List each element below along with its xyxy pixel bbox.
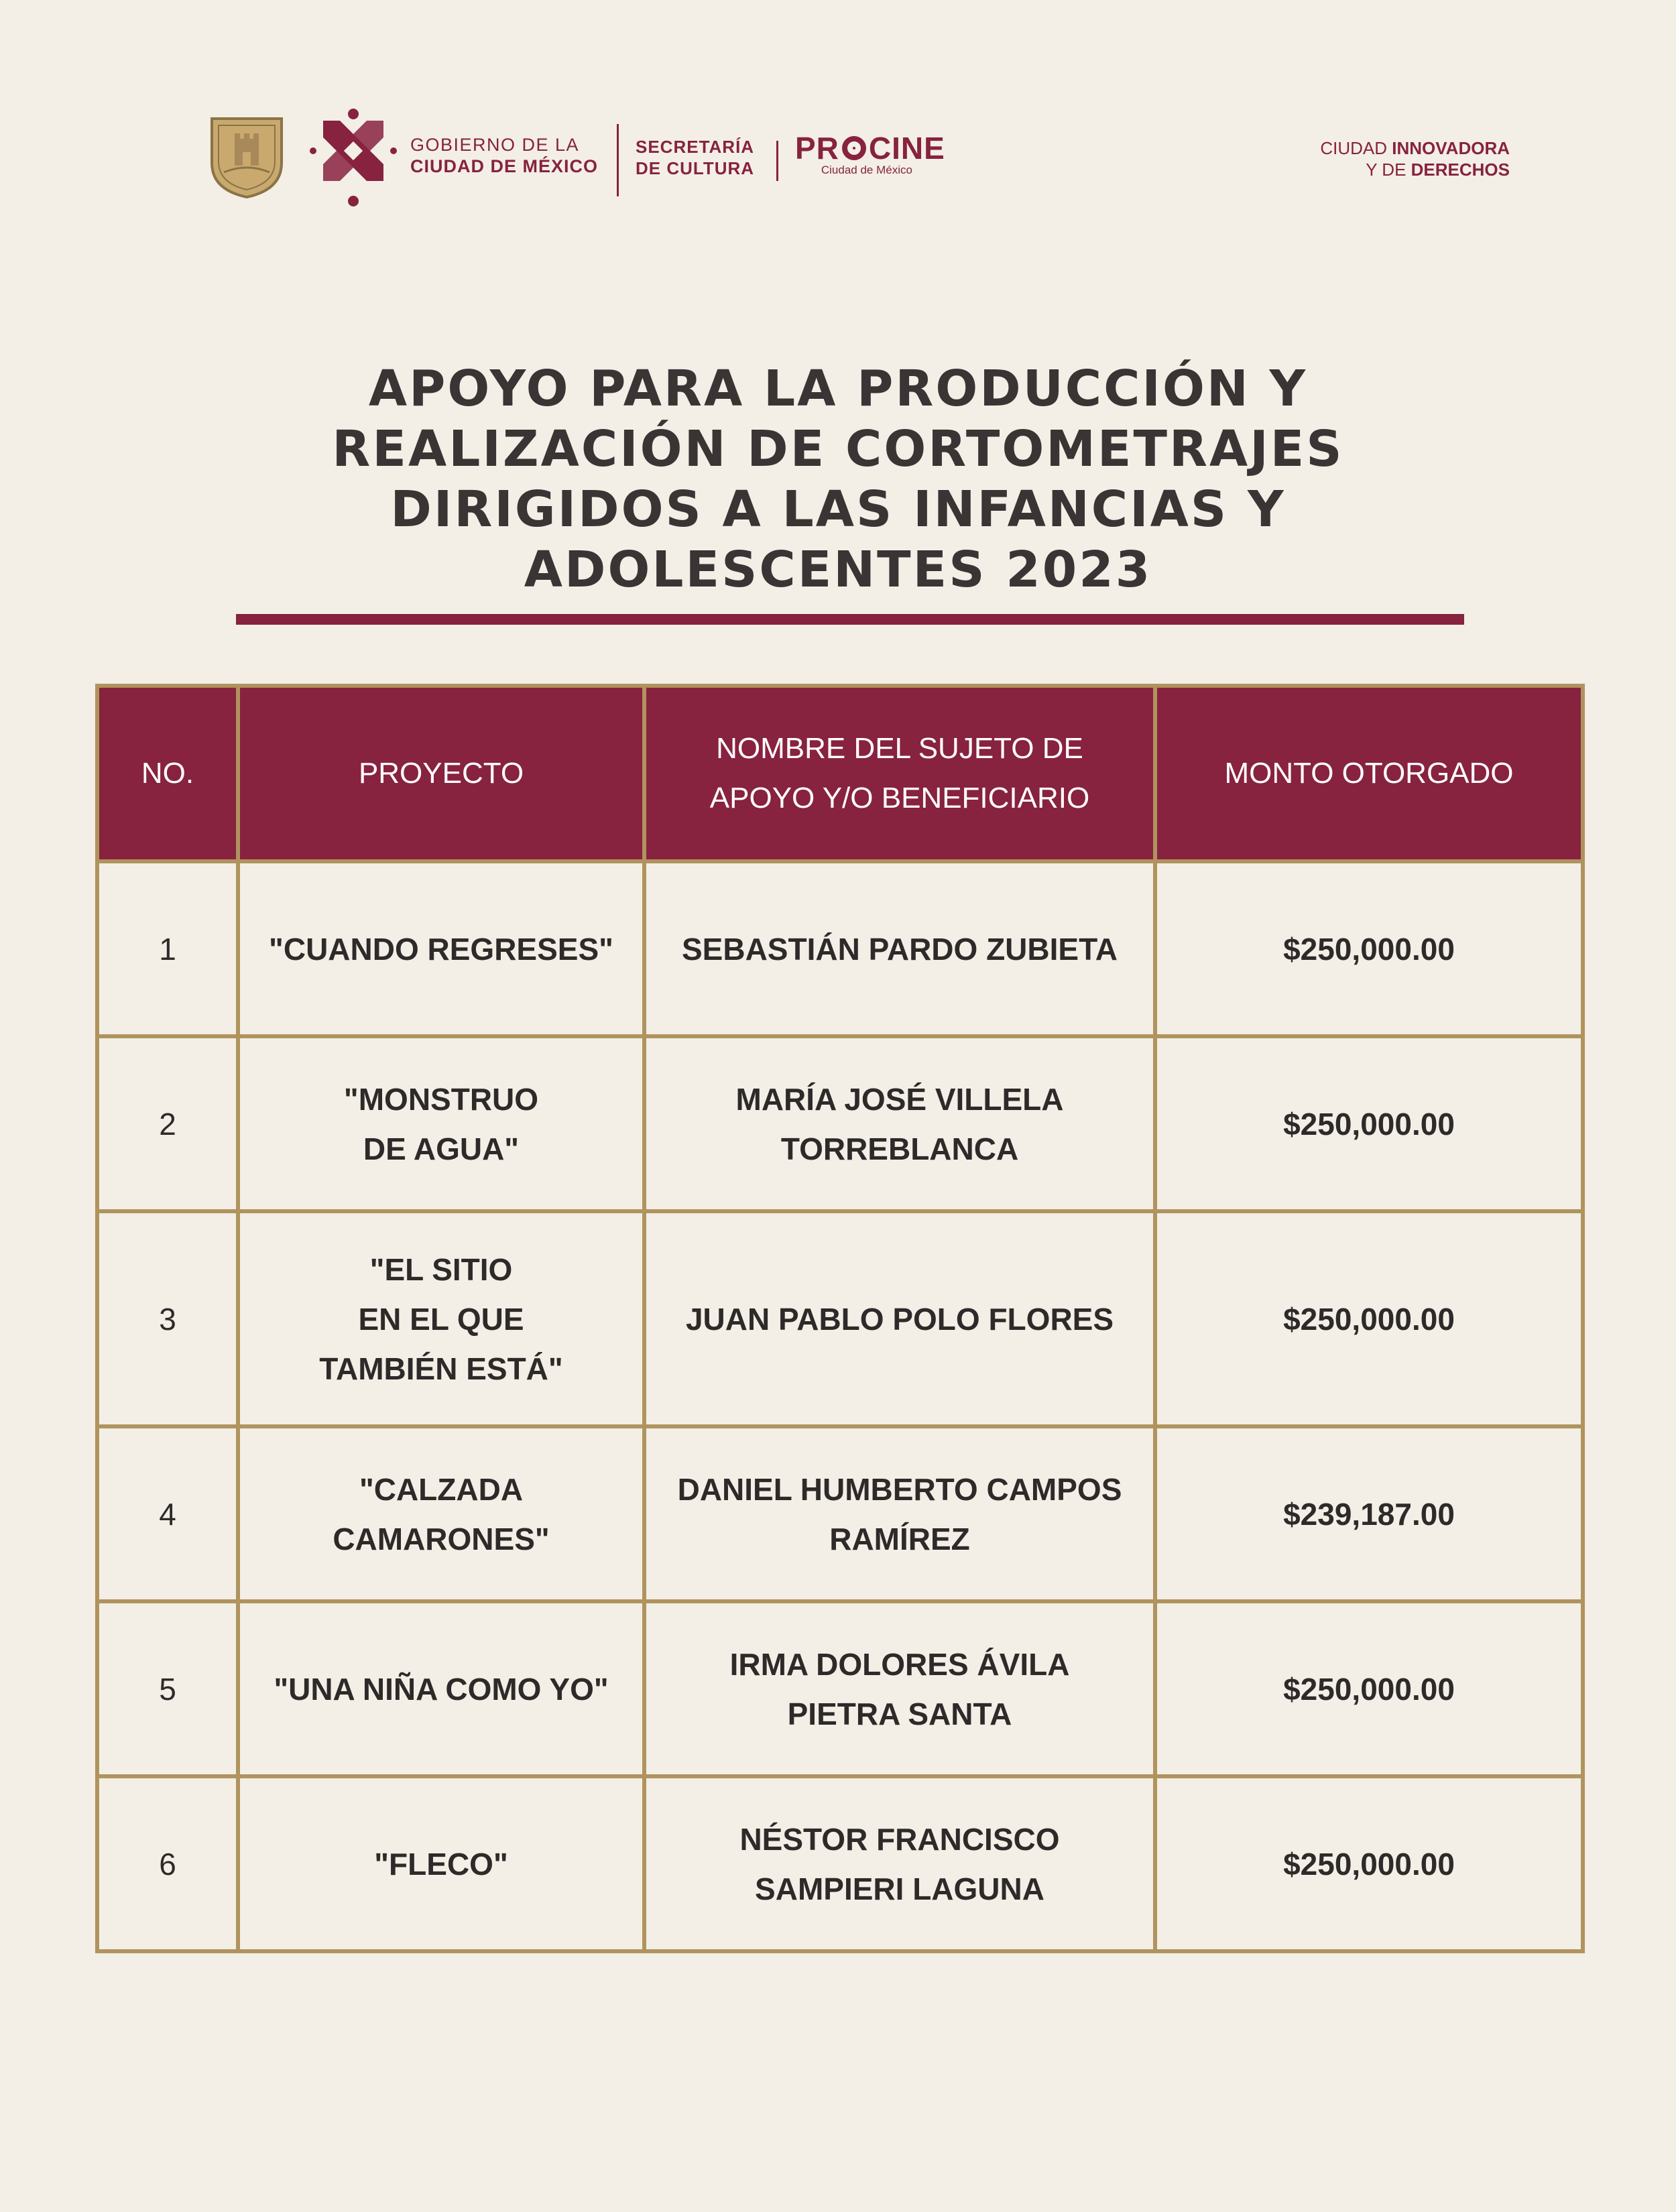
cdmx-logo-icon: [310, 107, 397, 208]
table-row: [97, 1036, 1583, 1211]
title-line-4: ADOLESCENTES 2023: [524, 541, 1152, 599]
cell-no: 2: [97, 1036, 238, 1211]
coat-of-arms-icon: [209, 116, 284, 200]
table-row: [97, 861, 1583, 1036]
ciudad-bold-1: INNOVADORA: [1392, 138, 1510, 158]
logo-divider: [776, 141, 778, 181]
gobierno-logo-text: [410, 134, 598, 177]
gobierno-line-2: CIUDAD DE MÉXICO: [410, 156, 599, 176]
cell-nombre: [644, 861, 1155, 1036]
header: [0, 0, 1676, 201]
table-row: [97, 1776, 1583, 1951]
cell-proyecto: [238, 1426, 644, 1601]
cell-monto: $250,000.00: [1155, 1601, 1583, 1776]
logo-divider: [617, 124, 619, 196]
cell-monto: $250,000.00: [1155, 1211, 1583, 1426]
ciudad-prefix-1: CIUDAD: [1320, 138, 1392, 158]
proyecto-line: "EL SITIO: [369, 1251, 513, 1287]
nombre-line: TORREBLANCA: [780, 1131, 1019, 1166]
gobierno-line-1: GOBIERNO DE LA: [410, 135, 580, 155]
procine-logo: [795, 133, 945, 177]
cell-monto: $250,000.00: [1155, 1036, 1583, 1211]
nombre-line: SEBASTIÁN PARDO ZUBIETA: [682, 931, 1118, 967]
cell-no: 5: [97, 1601, 238, 1776]
nombre-line: PIETRA SANTA: [787, 1696, 1012, 1731]
proyecto-line: "CALZADA: [359, 1471, 524, 1507]
proyecto-line: "UNA NIÑA COMO YO": [274, 1671, 609, 1707]
table-header-row: [97, 686, 1583, 861]
nombre-line: NÉSTOR FRANCISCO: [739, 1821, 1060, 1857]
nombre-line: IRMA DOLORES ÁVILA: [729, 1646, 1070, 1682]
cell-nombre: [644, 1601, 1155, 1776]
cell-proyecto: [238, 1601, 644, 1776]
table-row: [97, 1426, 1583, 1601]
cell-proyecto: [238, 1776, 644, 1951]
proyecto-line: EN EL QUE: [358, 1301, 524, 1337]
cell-no: 4: [97, 1426, 238, 1601]
table-row: [97, 1211, 1583, 1426]
cell-no: 3: [97, 1211, 238, 1426]
nombre-line: SAMPIERI LAGUNA: [755, 1871, 1044, 1906]
nombre-line: RAMÍREZ: [829, 1521, 970, 1556]
cell-proyecto: [238, 1036, 644, 1211]
header-no: NO.: [97, 686, 238, 861]
proyecto-line: TAMBIÉN ESTÁ": [319, 1351, 563, 1386]
secretaria-logo-text: [636, 136, 754, 179]
header-proyecto: PROYECTO: [238, 686, 644, 861]
cell-proyecto: [238, 861, 644, 1036]
procine-subtitle: Ciudad de México: [821, 164, 912, 176]
procine-cine: CINE: [868, 131, 945, 166]
proyecto-line: "CUANDO REGRESES": [269, 931, 613, 967]
nombre-line: MARÍA JOSÉ VILLELA: [735, 1081, 1064, 1117]
ciudad-bold-2: DERECHOS: [1411, 160, 1510, 180]
header-monto: MONTO OTORGADO: [1155, 686, 1583, 861]
cell-monto: $239,187.00: [1155, 1426, 1583, 1601]
procine-pr: PR: [795, 131, 839, 166]
header-nombre: [644, 686, 1155, 861]
title-line-2: REALIZACIÓN DE CORTOMETRAJES: [332, 420, 1344, 478]
header-nombre-line-2: APOYO Y/O BENEFICIARIO: [709, 782, 1090, 814]
secretaria-line-2: DE CULTURA: [636, 158, 755, 178]
proyecto-line: CAMARONES": [333, 1521, 550, 1556]
title-line-1: APOYO PARA LA PRODUCCIÓN Y: [368, 360, 1308, 418]
proyecto-line: "MONSTRUO: [343, 1081, 539, 1117]
table-row: [97, 1601, 1583, 1776]
cell-nombre: [644, 1426, 1155, 1601]
beneficiaries-table: [95, 684, 1585, 1953]
secretaria-line-1: SECRETARÍA: [636, 137, 755, 157]
cell-no: 6: [97, 1776, 238, 1951]
nombre-line: DANIEL HUMBERTO CAMPOS: [677, 1471, 1122, 1507]
cell-nombre: [644, 1036, 1155, 1211]
proyecto-line: DE AGUA": [363, 1131, 520, 1166]
cell-nombre: [644, 1211, 1155, 1426]
title-line-3: DIRIGIDOS A LAS INFANCIAS Y: [390, 481, 1286, 538]
cell-nombre: [644, 1776, 1155, 1951]
film-reel-icon: [842, 136, 866, 160]
cell-monto: $250,000.00: [1155, 861, 1583, 1036]
title-underline: [236, 614, 1464, 625]
ciudad-innovadora-logo: [1320, 137, 1510, 180]
cell-no: 1: [97, 861, 238, 1036]
header-nombre-line-1: NOMBRE DEL SUJETO DE: [716, 732, 1083, 765]
cell-monto: $250,000.00: [1155, 1776, 1583, 1951]
proyecto-line: "FLECO": [374, 1846, 508, 1882]
cell-proyecto: [238, 1211, 644, 1426]
page-title: [168, 359, 1508, 600]
nombre-line: JUAN PABLO POLO FLORES: [685, 1301, 1114, 1337]
ciudad-prefix-2: Y DE: [1366, 160, 1411, 180]
